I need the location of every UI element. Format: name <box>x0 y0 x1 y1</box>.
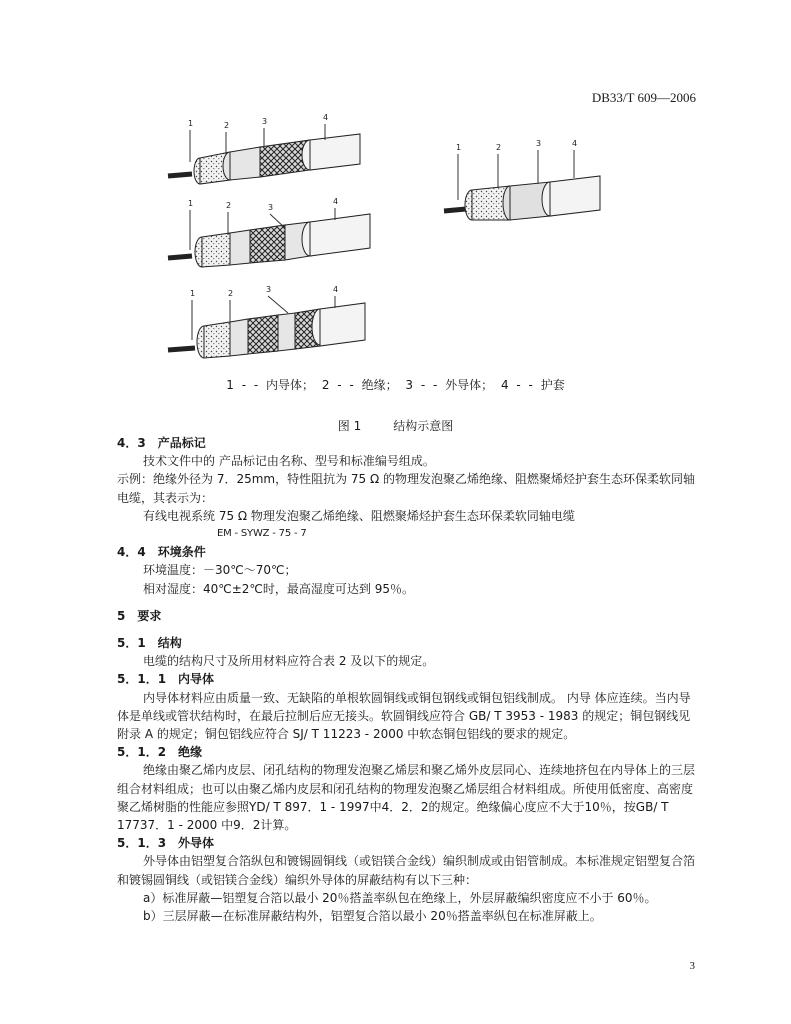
paragraph: 外导体由铝塑复合箔纵包和镀锡圆铜线（或铝镁合金线）编织制成或由铝管制成。本标准规定铝塑复合箔和镀锡圆铜线（或铝镁合金线）编织外导体的屏蔽结构有以下三种： <box>117 854 696 887</box>
example-paragraph: 示例：绝缘外径为 7．25mm，特性阻抗为 75 Ω 的物理发泡聚乙烯绝缘、阻燃聚烯烃护套生态环保柔软同轴电缆，其表示为： <box>117 472 695 505</box>
callout-4: 4 <box>323 113 329 122</box>
callout-2: 2 <box>226 201 232 210</box>
callout-2: 2 <box>496 143 502 152</box>
callout-3: 3 <box>536 139 542 148</box>
callout-4: 4 <box>572 139 578 148</box>
paragraph: 绝缘由聚乙烯内皮层、闭孔结构的物理发泡聚乙烯层和聚乙烯外皮层同心、连续地挤包在内导体上的三层组合材料组成；也可以由聚乙烯内皮层和闭孔结构的物理发泡聚乙烯层组合材料组成。所使用低密度、高密度聚乙烯树脂的性能应参照YD/ T 897．1 - 1997中4．2．2的规定。绝缘偏心度应不大于10％，按GB/ T 17737．1 - 2000 中9．2计算。 <box>117 763 696 833</box>
callout-3: 3 <box>268 203 274 212</box>
cable-triple-shield <box>168 214 370 267</box>
section-heading-5-1-2: 5．1．2 绝缘 <box>117 745 203 760</box>
cable-diagram <box>160 110 630 370</box>
callout-2: 2 <box>228 289 234 298</box>
paragraph: 技术文件中的 产品标记由名称、型号和标准编号组成。 <box>143 454 435 469</box>
section-heading-4-3: 4．3 产品标记 <box>117 436 206 450</box>
callout-1: 1 <box>188 199 194 208</box>
section-heading-5-1-1: 5．1．1 内导体 <box>117 672 215 687</box>
example-code: EM - SYWZ - 75 - 7 <box>217 528 307 540</box>
figure-legend: 1 - - 内导体； 2 - - 绝缘； 3 - - 外导体； 4 - - 护套 <box>226 378 565 392</box>
section-heading-4-4: 4．4 环境条件 <box>117 545 206 560</box>
section-heading-5-1-3: 5．1．3 外导体 <box>117 836 215 851</box>
cable-quad-shield <box>168 303 365 358</box>
paragraph: 电缆的结构尺寸及所用材料应符合表 2 及以下的规定。 <box>143 654 435 669</box>
paragraph: 内导体材料应由质量一致、无缺陷的单根软圆铜线或铜包钢线或铜包铝线制成。 内导 体应连续。当内导体是单线或管状结构时，在最后拉制后应无接头。软圆铜线应符合 GB/ T 3953 - 1983 的规定；铜包钢线见附录 A 的规定；铜包铝线应符合 SJ/ T 11223 - 2000 中软态铜包铝线的要求的规定。 <box>117 690 691 742</box>
section-heading-5: 5 要求 <box>117 608 162 623</box>
callout-1: 1 <box>456 143 462 152</box>
list-item-a: a）标准屏蔽—铝塑复合箔以最小 20％搭盖率纵包在绝缘上，外层屏蔽编织密度应不小于 60％。 <box>143 890 657 905</box>
callout-4: 4 <box>333 285 339 294</box>
paragraph: 相对湿度：40℃±2℃时，最高湿度可达到 95％。 <box>143 581 414 596</box>
callout-4: 4 <box>333 197 339 206</box>
section-heading-5-1: 5．1 结构 <box>117 636 182 651</box>
page-number: 3 <box>689 960 695 972</box>
callout-2: 2 <box>224 121 230 130</box>
example-name: 有线电视系统 75 Ω 物理发泡聚乙烯绝缘、阻燃聚烯烃护套生态环保柔软同轴电缆 <box>143 508 575 523</box>
callout-3: 3 <box>266 285 272 294</box>
standard-number: DB33/T 609—2006 <box>591 90 696 105</box>
figure-number: 图 1 <box>337 419 362 433</box>
callout-3: 3 <box>262 117 268 126</box>
paragraph: 环境温度：－30℃～70℃； <box>143 563 297 578</box>
list-item-b: b）三层屏蔽—在标准屏蔽结构外，铝塑复合箔以最小 20％搭盖率纵包在标准屏蔽上。 <box>143 909 602 924</box>
figure-title: 结构示意图 <box>393 419 454 433</box>
figure-caption <box>0 417 791 434</box>
cable-aluminum-tube <box>444 176 600 220</box>
callout-1: 1 <box>188 119 194 128</box>
callout-1: 1 <box>190 289 196 298</box>
cable-structure-figure <box>160 110 630 370</box>
document-body <box>117 434 699 925</box>
